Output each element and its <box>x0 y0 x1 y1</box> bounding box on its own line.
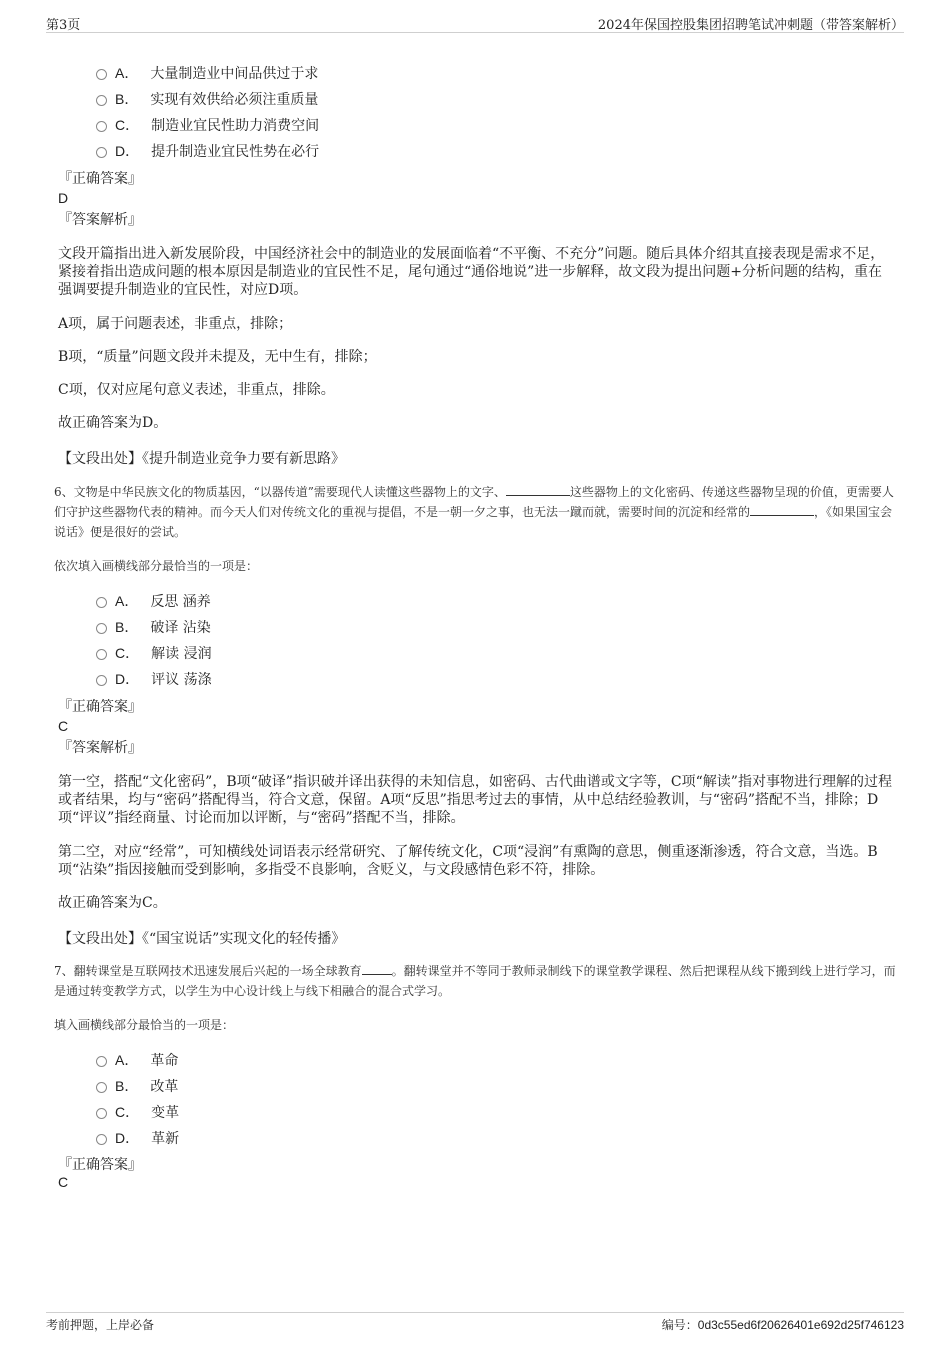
q6-analysis-paragraph: 第一空，搭配“文化密码”，B项“破译”指识破并译出获得的未知信息，如密码、古代曲谱或文字等，C项“解读”指对事物进行理解的过程或者结果，均与“密码”搭配得当，符合文意，保留。A项“反思”指思考过去的事情，从中总结经验教训，与“密码”搭配不当，排除；D项“评议”指经商量、讨论而加以评断，与“密码”搭配不当，排除。 <box>58 774 892 826</box>
q5-source: 【文段出处】《提升制造业竞争力要有新思路》 <box>58 451 345 467</box>
page-footer <box>46 1312 904 1336</box>
q7-stem: 7、翻转课堂是互联网技术迅速发展后兴起的一场全球教育 。翻转课堂并不等同于教师录制线下的课堂教学课程、然后把课程从线下搬到线上进行学习，而是通过转变教学方式，以学生为中心设计线上与线下相融合的混合式学习。 <box>54 964 896 998</box>
q6-analysis-label: 『答案解析』 <box>58 740 142 756</box>
q7-option-b[interactable]: B． 改革 <box>96 1075 178 1097</box>
q6-answer: C <box>58 718 69 734</box>
page-header <box>46 14 904 33</box>
radio-icon[interactable] <box>96 623 107 634</box>
radio-icon[interactable] <box>96 95 107 106</box>
page-number: 第3页 <box>46 18 81 33</box>
radio-icon[interactable] <box>96 1108 107 1119</box>
footer-slogan: 考前押题，上岸必备 <box>46 1318 155 1332</box>
radio-icon[interactable] <box>96 147 107 158</box>
q5-option-d[interactable]: D． 提升制造业宜民性势在必行 <box>96 140 319 162</box>
radio-icon[interactable] <box>96 1056 107 1067</box>
q6-answer-label: 『正确答案』 <box>58 699 142 715</box>
fill-blank <box>362 962 392 975</box>
q6-option-c[interactable]: C． 解读 浸润 <box>96 642 212 664</box>
q5-analysis-paragraph: 故正确答案为D。 <box>58 415 168 431</box>
q6-source: 【文段出处】《“国宝说话”实现文化的轻传播》 <box>58 931 346 947</box>
q6-option-a[interactable]: A． 反思 涵养 <box>96 590 211 612</box>
q7-prompt: 填入画横线部分最恰当的一项是： <box>54 1018 235 1032</box>
q6-stem: 6、文物是中华民族文化的物质基因，“以器传道”需要现代人读懂这些器物上的文字、 这些器物上的文化密码、传递这些器物呈现的价值，更需要人们守护这些器物代表的精神。而今天人们对传统文化的重视与提倡，不是一朝一夕之事，也无法一蹴而就，需要时间的沉淀和经常的 ，《如果国宝会说话》便是很好的尝试。 <box>54 485 894 539</box>
q5-option-c[interactable]: C． 制造业宜民性助力消费空间 <box>96 114 319 136</box>
fill-blank <box>506 483 570 496</box>
q6-option-d[interactable]: D． 评议 荡涤 <box>96 668 212 690</box>
radio-icon[interactable] <box>96 69 107 80</box>
q5-answer-label: 『正确答案』 <box>58 171 142 187</box>
q6-analysis-paragraph: 故正确答案为C。 <box>58 895 167 911</box>
document-code: 编号：0d3c55ed6f20626401e692d25f746123 <box>661 1318 904 1332</box>
q7-option-a[interactable]: A． 革命 <box>96 1049 178 1071</box>
radio-icon[interactable] <box>96 597 107 608</box>
q5-analysis-paragraph: C项，仅对应尾句意义表述，非重点，排除。 <box>58 382 335 398</box>
q5-option-b[interactable]: B． 实现有效供给必须注重质量 <box>96 88 318 110</box>
fill-blank <box>750 503 814 516</box>
radio-icon[interactable] <box>96 121 107 132</box>
q7-option-c[interactable]: C． 变革 <box>96 1101 179 1123</box>
q5-answer: D <box>58 190 69 206</box>
document-title: 2024年保国控股集团招聘笔试冲刺题（带答案解析） <box>597 18 904 33</box>
q5-analysis-paragraph: B项，“质量”问题文段并未提及，无中生有，排除； <box>58 349 377 365</box>
q7-option-d[interactable]: D． 革新 <box>96 1127 179 1149</box>
q5-analysis-paragraph: 文段开篇指出进入新发展阶段，中国经济社会中的制造业的发展面临着“不平衡、不充分”问题。随后具体介绍其直接表现是需求不足，紧接着指出造成问题的根本原因是制造业的宜民性不足，尾句通过“通俗地说”进一步解释，故文段为提出问题+分析问题的结构，重在强调要提升制造业的宜民性，对应D项。 <box>58 246 885 298</box>
q5-option-a[interactable]: A． 大量制造业中间品供过于求 <box>96 62 318 84</box>
q6-prompt: 依次填入画横线部分最恰当的一项是： <box>54 559 259 573</box>
radio-icon[interactable] <box>96 649 107 660</box>
radio-icon[interactable] <box>96 1134 107 1145</box>
q7-answer-label: 『正确答案』 <box>58 1157 142 1173</box>
q5-analysis-label: 『答案解析』 <box>58 212 142 228</box>
q5-analysis-paragraph: A项，属于问题表述，非重点，排除； <box>58 316 293 332</box>
radio-icon[interactable] <box>96 1082 107 1093</box>
q6-option-b[interactable]: B． 破译 沾染 <box>96 616 211 638</box>
q6-analysis-paragraph: 第二空，对应“经常”，可知横线处词语表示经常研究、了解传统文化，C项“浸润”有熏陶的意思，侧重逐渐渗透，符合文意，当选。B项“沾染”指因接触而受到影响，多指受不良影响，含贬义，与文段感情色彩不符，排除。 <box>58 844 878 878</box>
q7-answer: C <box>58 1174 69 1190</box>
radio-icon[interactable] <box>96 675 107 686</box>
